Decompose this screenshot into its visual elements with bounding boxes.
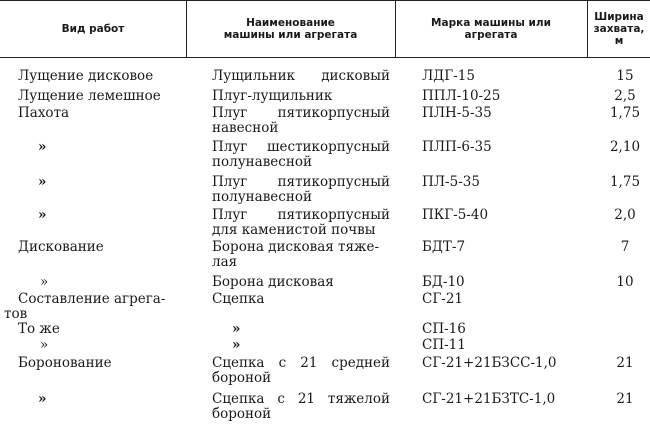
machine-text: навесной (212, 119, 279, 136)
table-row-work: » (38, 139, 47, 155)
header-text: машины или агрегата (223, 28, 358, 41)
table-row-brand: СГ-21+21БЗСС-1,0 (422, 355, 557, 371)
header-text: Марка машины или (431, 16, 551, 29)
table-row-work (4, 291, 166, 322)
table-row-machine (212, 175, 390, 204)
machine-text: Борона дисковая тяже- (212, 239, 380, 255)
table-row-machine (212, 208, 390, 237)
table-row-width: 21 (616, 355, 634, 371)
table-row-width: 2,5 (614, 88, 636, 104)
table-row-brand: СП-11 (422, 337, 466, 353)
table-row-machine (212, 240, 390, 269)
work-text: тов (4, 305, 28, 322)
header-brand (395, 0, 587, 57)
table-row-width: 1,75 (609, 105, 641, 121)
machine-text: Сцепка с 21 средней (212, 355, 390, 371)
table-row-machine (212, 140, 390, 169)
machine-text: Сцепка (212, 291, 265, 307)
machine-text: для каменистой почвы (212, 221, 376, 238)
table-row-machine (212, 392, 390, 421)
table-row-brand: ППЛ-10-25 (422, 88, 501, 104)
table-row-brand: СП-16 (422, 321, 466, 337)
table-row-work: » (38, 207, 47, 223)
table-row-brand: СГ-21 (422, 291, 464, 307)
table-row-work: Лущение лемешное (18, 88, 161, 104)
machine-text: полунавесной (212, 188, 312, 205)
machine-text: полунавесной (212, 153, 312, 170)
machine-text: Плуг пятикорпусный (212, 174, 390, 190)
table-row-brand: ПЛП-6-35 (422, 139, 492, 155)
header-width (588, 0, 650, 57)
table-row-width: 1,75 (609, 174, 641, 190)
machine-text: » (232, 321, 241, 337)
table-row-machine (212, 106, 390, 135)
table-row-work: То же (18, 321, 60, 337)
table-row-width: 2,10 (609, 139, 641, 155)
machine-text: бороной (212, 405, 272, 422)
machine-text: Борона дисковая (212, 274, 334, 290)
header-text: Ширина (594, 10, 644, 23)
header-text: агрегата (464, 28, 518, 41)
table-row-work: Боронование (18, 355, 112, 371)
table-row-brand: ПЛ-5-35 (422, 174, 480, 190)
header-work-type (0, 0, 186, 57)
machine-text: Плуг пятикорпусный (212, 105, 390, 121)
header-work-type-label: Вид работ (61, 22, 125, 35)
table-row-work: » (40, 337, 49, 353)
table-row-machine (212, 356, 390, 385)
machine-text: Сцепка с 21 тяжелой (212, 391, 390, 407)
table-row-machine (212, 292, 390, 307)
header-text: захвата, (593, 22, 645, 35)
machine-text: Плуг пятикорпусный (212, 207, 390, 223)
table-row-work: » (38, 174, 47, 190)
machine-text: Лущильник дисковый (212, 68, 390, 84)
table-row-brand: БД-10 (422, 274, 465, 290)
work-text: Составление агрега- (18, 291, 166, 307)
table-row-width: 15 (616, 68, 634, 84)
machine-text: » (232, 337, 241, 353)
table-row-machine (212, 275, 390, 290)
table-row-width: 21 (616, 391, 634, 407)
header-bottom-rule (0, 57, 650, 58)
machine-text: Плуг-лущильник (212, 88, 333, 104)
table-row-brand: БДТ-7 (422, 239, 466, 255)
table-row-machine (212, 89, 390, 104)
header-machine-name (186, 0, 395, 57)
table-row-work: Пахота (18, 105, 70, 121)
machine-text: лая (212, 253, 238, 270)
table-row-width: 10 (616, 274, 634, 290)
table-row-work: » (38, 391, 47, 407)
table-row-work: » (40, 274, 49, 290)
table-row-width: 7 (620, 239, 630, 255)
header-text: Наименование (246, 16, 335, 29)
table-row-machine (232, 338, 410, 353)
table-row-machine (232, 322, 410, 337)
table-row-machine (212, 69, 390, 84)
table-row-work: Дискование (18, 239, 104, 255)
table-row-brand: ЛДГ-15 (422, 68, 475, 84)
table-row-width: 2,0 (614, 207, 636, 223)
table-row-work: Лущение дисковое (18, 68, 154, 84)
table-row-brand: ПЛН-5-35 (422, 105, 492, 121)
machine-text: Плуг шестикорпусный (212, 139, 390, 155)
table-row-brand: СГ-21+21БЗТС-1,0 (422, 391, 556, 407)
header-text: м (614, 34, 624, 47)
table-row-brand: ПКГ-5-40 (422, 207, 489, 223)
machine-text: бороной (212, 369, 272, 386)
